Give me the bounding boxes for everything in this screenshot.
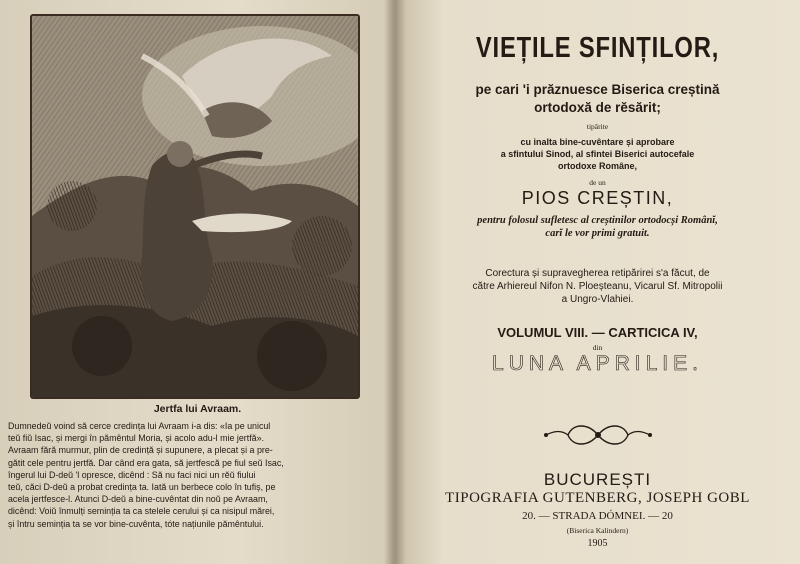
blessing-line: cu inalta bine-cuvêntare și aprobare (520, 137, 675, 147)
subtitle-line: pe cari 'i prăznuesce Biserica creștină (475, 82, 720, 97)
blessing-line: a sfintului Sinod, al sfintei Biserici autocefale (500, 149, 695, 159)
abraham-sacrifice-engraving (30, 14, 360, 399)
story-line: teŭ, căci D-deŭ a probat credința ta. Iată un berbece colo în tufiș, pe (8, 482, 276, 493)
of-label: din (592, 343, 603, 352)
press-name: TIPOGRAFIA GUTENBERG, JOSEPH GOBL (445, 490, 750, 506)
correction-line: a Ungro-Vlahiei. (561, 294, 634, 305)
publication-year: 1905 (587, 538, 608, 549)
engraving-illustration-icon (32, 16, 358, 397)
by-label: de un (589, 178, 606, 187)
purpose-line: pentru folosul sufletesc al creștinilor ortodocși Românĭ, (477, 215, 718, 226)
story-line: Dumnedeŭ voind să cerce credința lui Avraam i-a dis: «Ia pe unicul (8, 421, 271, 431)
story-line: gătit cele pentru jertfă. Dar când era gata, să jertfescă pe fiul seŭ Isac, (8, 457, 284, 468)
correction-line: Corectura și supravegherea retipărirei s'a făcut, de (485, 268, 710, 279)
month-title: LUNA APRILIE. (492, 352, 703, 375)
city-name: BUCUREȘTI (543, 470, 652, 489)
story-line: Avraam fără murmur, plin de credință și supunere, a plecat și a pre- (8, 445, 273, 456)
engraving-caption: Jertfa lui Avraam. (153, 403, 242, 415)
book-gutter (384, 0, 406, 564)
story-line: acela jertfesce-l. Atunci D-deŭ a bine-cuvêntat din noŭ pe Avraam, (8, 494, 268, 505)
left-page (0, 0, 395, 564)
volume-label: VOLUMUL VIII. — CARTICICA IV, (497, 325, 698, 340)
right-page (395, 0, 800, 564)
street-address: 20. — STRADA DÓMNEI. — 20 (522, 510, 673, 522)
book-title: VIEȚILE SFINȚILOR, (475, 32, 720, 64)
story-line: și întru seminția ta se vor bine-cuvênta, tóte națiunile pămêntului. (8, 518, 264, 529)
correction-line: către Arhiereul Nifon N. Ploeșteanu, Vicarul Sf. Mitropolii (472, 281, 723, 292)
blessing-line: ortodoxe Române, (557, 161, 637, 171)
purpose-line: carĭ le vor primi gratuit. (545, 228, 650, 239)
floral-ornament-icon (395, 420, 800, 455)
story-line: teŭ fiŭ Isac, și mergi în pămêntul Moria, și acolo adu-l mie jertfă». (8, 433, 265, 444)
printed-label: tipărite (586, 122, 609, 131)
story-text (8, 420, 380, 530)
church-note: (Biserica Kalindern) (566, 526, 629, 535)
subtitle-line: ortodoxă de rĕsărit; (534, 100, 661, 115)
author-name: PIOS CREȘTIN, (521, 188, 674, 208)
story-line: dicênd: Voiŭ înmulți seminția ta ca stelele cerului și ca nisipul mărei, (8, 506, 275, 517)
story-line: îngerul lui D-deŭ 'l opresce, dicênd : Să nu faci nici un rĕŭ fiului (8, 469, 256, 480)
